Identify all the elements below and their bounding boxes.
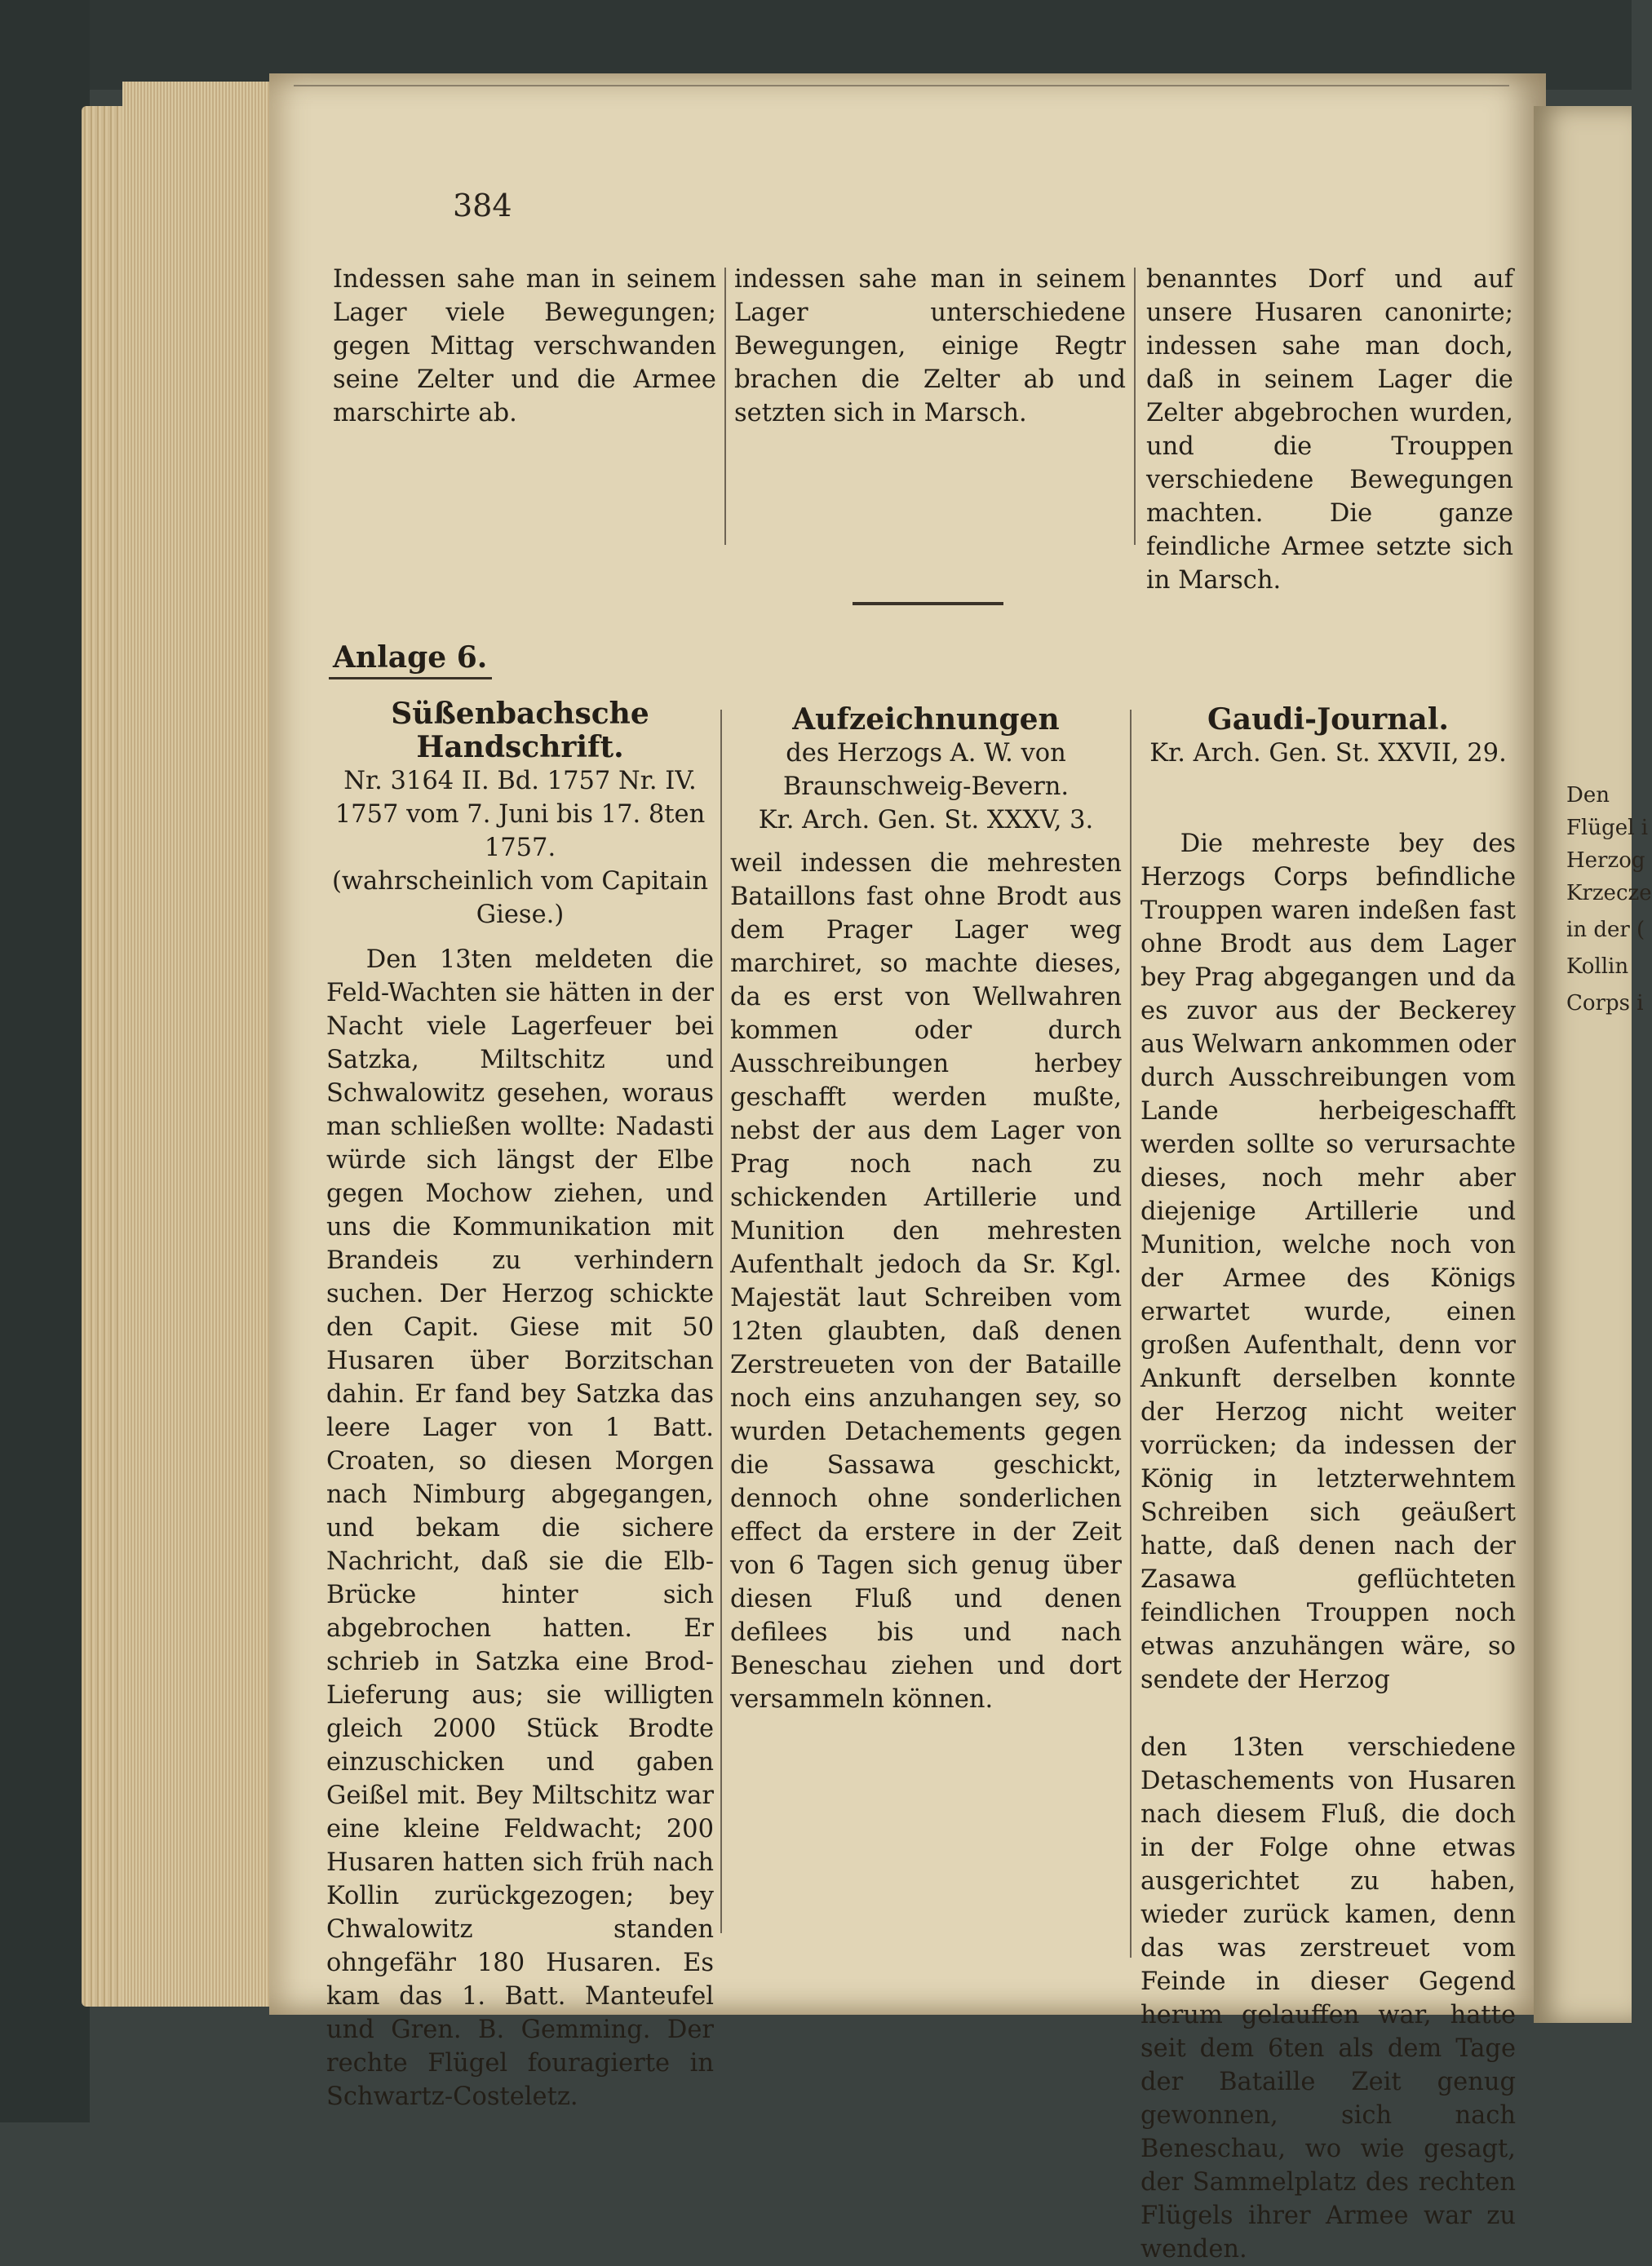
column-divider [720,710,722,1933]
page-number: 384 [453,188,512,224]
column-1-heading [326,697,714,932]
column-3-body-part-1: Die mehreste bey des Herzogs Corps befindliche Trouppen waren indeßen fast ohne Brodt aus dem Lager bey Prag abgegangen und da es zuvor aus der Beckerey aus Welwarn ankommen oder durch Ausschreibungen vom Lande herbeigeschafft werden sollte so verursachte dieses, noch mehr aber diejenige Artillerie und Munition, welche noch von der Armee des Königs erwartet wurde, einen großen Aufenthalt, denn vor Ankunft derselben konnte der Herzog nicht weiter vorrücken; da indessen der König in letzterwehntem Schreiben sich geäußert hatte, daß denen nach der Zasawa geflüchteten feindlichen Trouppen noch etwas anzuhängen wäre, so sendete der Herzog [1140,830,1516,1694]
book-cover-left [0,0,90,2122]
facing-page-line: Herzog [1566,848,1645,873]
top-col-2 [734,263,1126,430]
column-3 [1140,703,1516,2266]
column-divider [724,268,726,545]
top-rule [294,85,1509,86]
column-2 [730,703,1122,1716]
column-1 [326,697,714,2113]
column-divider [1134,268,1136,545]
facing-page-line: Den [1566,783,1610,808]
column-2-heading [730,703,1122,837]
facing-page-line: Kollin [1566,954,1629,979]
column-2-title: Aufzeichnungen [792,702,1060,737]
appendix-underline [329,677,492,679]
column-1-body: Den 13ten meldeten die Feld-Wachten sie hätten in der Nacht viele Lagerfeuer bei Satzka, Miltschitz und Schwalowitz gesehen, woraus man schließen wollte: Nadasti würde sich längst der Elbe gegen Mochow ziehen, und uns die Kommunikation mit Brandeis zu verhindern suchen. Der Herzog schickte den Capit. Giese mit 50 Husaren über Borzitschan dahin. Er fand bey Satzka das leere Lager von 1 Batt. Croaten, so diesen Morgen nach Nimburg abgegangen, und bekam die sichere Nachricht, daß sie die Elb-Brücke hinter sich abgebrochen hatten. Er schrieb in Satzka eine Brod-Lieferung aus; sie willigten gleich 2000 Stück Brodte einzuschicken und gaben Geißel mit. Bey Miltschitz war eine kleine Feldwacht; 200 Husaren hatten sich früh nach Kollin zurückgezogen; bey Chwalowitz standen ohngefähr 180 Husaren. Es kam das 1. Batt. Manteufel und Gren. B. Gemming. Der rechte Flügel fouragierte in Schwartz-Costeletz. [326,945,714,2111]
top-col-1 [333,263,716,430]
column-1-date-range: 1757 vom 7. Juni bis 17. 8ten 1757. [334,800,706,862]
facing-page-line: in der ( [1566,918,1645,942]
column-1-source: Nr. 3164 II. Bd. 1757 Nr. IV. [343,767,697,795]
column-3-title: Gaudi-Journal. [1207,702,1449,737]
column-2-archive: Kr. Arch. Gen. St. XXXV, 3. [758,806,1094,834]
column-3-heading [1140,703,1516,770]
column-3-body-part-2: den 13ten verschiedene Detaschements von Husaren nach diesem Fluß, die doch in der Folge ohne etwas ausgerichtet zu haben, wieder zurück kamen, denn das was zerstreuet vom Feinde in dieser Gegend herum gelauffen war, hatte seit dem 6ten als dem Tage der Bataille Zeit genug gewonnen, sich nach Beneschau, wo wie gesagt, der Sammelplatz des rechten Flügels ihrer Armee war zu wenden. [1140,1733,1516,2264]
top-col-3 [1146,263,1513,597]
facing-page-line: Krzecze [1566,881,1652,905]
column-1-title: Süßenbachsche Handschrift. [391,697,649,764]
column-2-body: weil indessen die mehresten Bataillons fast ohne Brodt aus dem Prager Lager weg marchiret, so machte dieses, da es erst von Wellwahren kommen oder durch Ausschreibungen herbey geschafft werden mußte, nebst der aus dem Lager von Prag noch nach zu schickenden Artillerie und Munition den mehresten Aufenthalt jedoch da Sr. Kgl. Majestät laut Schreiben vom 12ten glaubten, daß denen Zerstreueten von der Bataille noch eins anzuhangen sey, so wurden Detachements gegen die Sassawa geschickt, dennoch ohne sonderlichen effect da erstere in der Zeit von 6 Tagen sich genug über diesen Fluß und denen defilees bis und nach Beneschau ziehen und dort versammeln können. [730,849,1122,1714]
top-col-1-text: Indessen sahe man in seinem Lager viele Bewegungen; gegen Mittag verschwanden seine Zelter und die Armee marschirte ab. [333,265,716,427]
section-divider [853,602,1003,605]
page-edges-inner [122,82,277,2007]
facing-page-line: Flügel i [1566,816,1649,840]
column-divider [1130,710,1132,1958]
column-3-archive: Kr. Arch. Gen. St. XXVII, 29. [1149,739,1507,768]
top-col-3-text: benanntes Dorf und auf unsere Husaren canonirte; indessen sahe man doch, daß in seinem Lager die Zelter abgebrochen wurden, und die Trouppen verschiedene Bewegungen machten. Die ganze feindliche Armee setzte sich in Marsch. [1146,265,1513,595]
column-2-source: des Herzogs A. W. von Braunschweig-Bevern. [782,739,1070,801]
column-1-author: (wahrscheinlich vom Capitain Giese.) [331,867,708,929]
facing-page-line: Corps i [1566,991,1644,1016]
facing-page [1534,106,1652,2023]
top-col-2-text: indessen sahe man in seinem Lager unterschiedene Bewegungen, einige Regtr brachen die Zelter ab und setzten sich in Marsch. [734,265,1126,427]
appendix-label: Anlage 6. [333,640,488,675]
